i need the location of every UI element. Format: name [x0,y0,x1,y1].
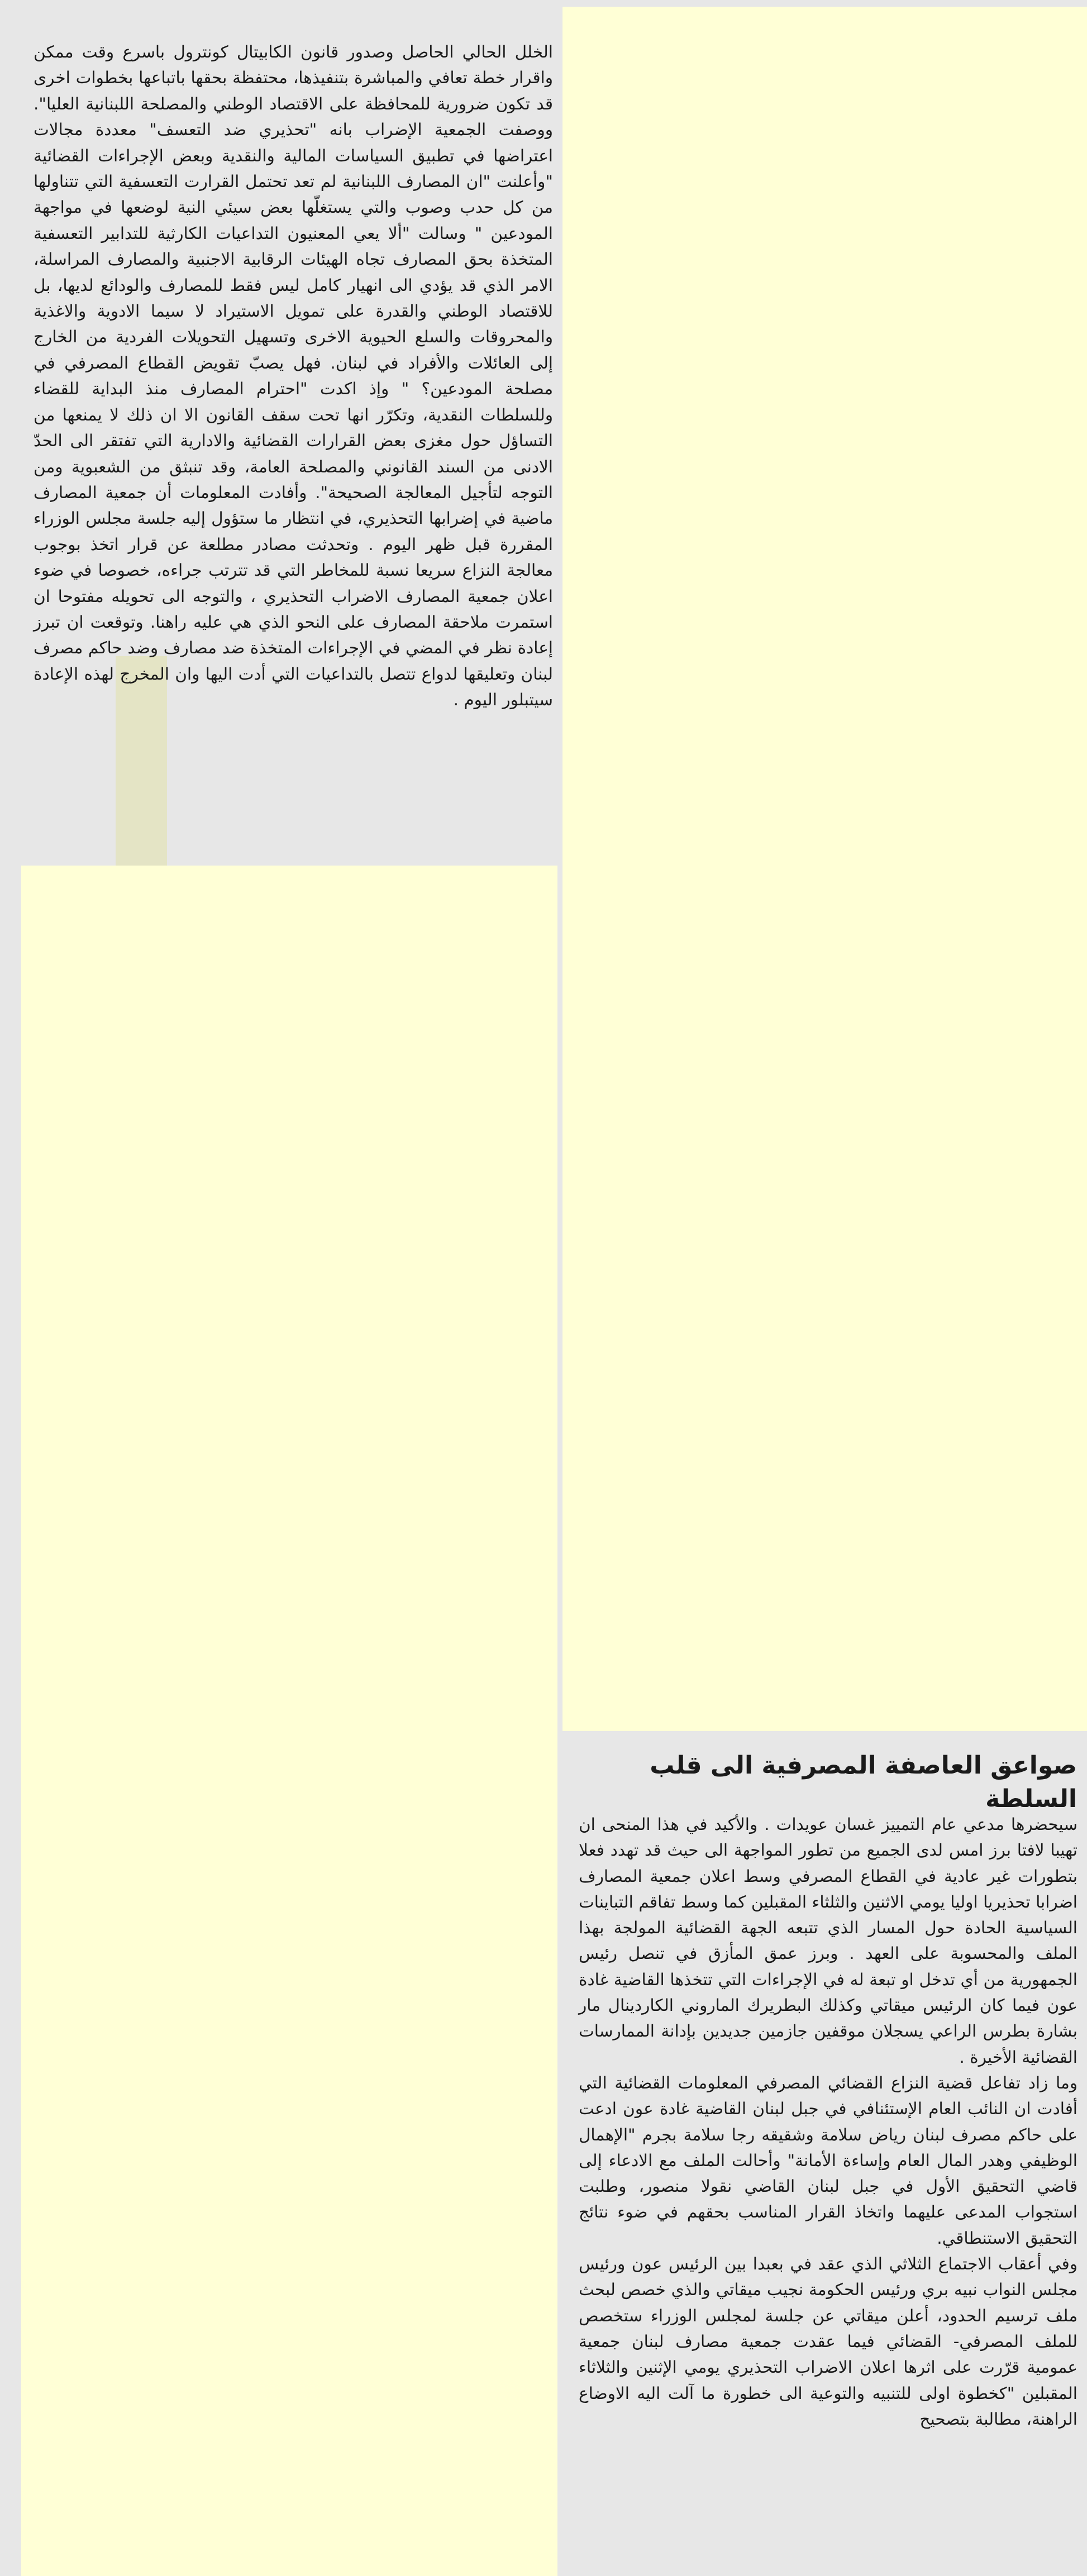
article-title: صواعق العاصفة المصرفية الى قلب السلطة [650,1751,1077,1813]
right-article-body [579,1812,1078,2432]
left-article-body [34,39,553,713]
right-column-empty-area [562,7,1087,1731]
right-article-paragraph-3: وفي أعقاب الاجتماع الثلاثي الذي عقد في بعبدا بين الرئيس عون ورئيس مجلس النواب نبيه بري ورئيس الحكومة نجيب ميقاتي والذي خصص لبحث ملف ترسيم الحدود، أعلن ميقاتي عن جلسة لمجلس الوزراء ستخصص للملف المصرفي- القضائي فيما عقدت جمعية مصارف لبنان جمعية عمومية قرّرت على اثرها اعلان الاضراب التحذيري يومي الإثنين والثلاثاء المقبلين "كخطوة اولى للتنبيه والتوعية الى خطورة ما آلت اليه الاوضاع الراهنة، مطالبة بتصحيح [579,2254,1078,2429]
left-article-paragraph: الخلل الحالي الحاصل وصدور قانون الكابيتال كونترول باسرع وقت ممكن واقرار خطة تعافي والمباشرة بتنفيذها، محتفظة بحقها باتباعها بخطوات اخرى قد تكون ضرورية للمحافظة على الاقتصاد الوطني والمصلحة اللبنانية العليا". ووصفت الجمعية الإضراب بانه "تحذيري ضد التعسف" معددة مجالات اعتراضها في تطبيق السياسات المالية والنقدية وبعض الإجراءات القضائية "وأعلنت "ان المصارف اللبنانية لم تعد تحتمل القرارت التعسفية التي تتناولها من كل حدب وصوب والتي يستغلّها بعض سيئي النية لوضعها في مواجهة المودعين " وسالت "ألا يعي المعنيون التداعيات الكارثية للتدابير التعسفية المتخذة بحق المصارف تجاه الهيئات الرقابية الاجنبية والمصارف المراسلة، الامر الذي قد يؤدي الى انهيار كامل ليس فقط للمصارف والودائع لديها، بل للاقتصاد الوطني والقدرة على تمويل الاستيراد لا سيما الادوية والاغذية والمحروقات والسلع الحيوية الاخرى وتسهيل التحويلات الفردية من الخارج إلى العائلات والأفراد في لبنان. فهل يصبّ تقويض القطاع المصرفي في مصلحة المودعين؟ " وإذ اكدت "احترام المصارف منذ البداية للقضاء وللسلطات النقدية، وتكرّر انها تحت سقف القانون الا ان ذلك لا يمنعها من التساؤل حول مغزى بعض القرارات القضائية والادارية التي تفتقر الى الحدّ الادنى من السند القانوني والمصلحة العامة، وقد تنبثق من الشعبوية ومن التوجه لتأجيل المعالجة الصحيحة". وأفادت المعلومات أن جمعية المصارف ماضية في إضرابها التحذيري، في انتظار ما ستؤول إليه جلسة مجلس الوزراء المقررة قبل ظهر اليوم . وتحدثت مصادر مطلعة عن قرار اتخذ بوجوب معالجة النزاع سريعا نسبة للمخاطر التي قد تترتب جراءه، خصوصا في ضوء اعلان جمعية المصارف الاضراب التحذيري ، والتوجه الى تحويله مفتوحا ان استمرت ملاحقة المصارف على النحو الذي هي عليه راهنا. وتوقعت ان تبرز إعادة نظر في المضي في الإجراءات المتخذة ضد مصارف وضد حاكم مصرف لبنان وتعليقها لدواع تتصل بالتداعيات التي أدت اليها وان المخرج لهذه الإعادة سيتبلور اليوم . [34,42,553,710]
right-article-paragraph-2: وما زاد تفاعل قضية النزاع القضائي المصرفي المعلومات القضائية التي أفادت ان النائب العام الإستئنافي في جبل لبنان القاضية غادة عون ادعت على حاكم مصرف لبنان رياض سلامة وشقيقه رجا سلامة بجرم "الإهمال الوظيفي وهدر المال العام وإساءة الأمانة" وأحالت الملف مع الادعاء إلى قاضي التحقيق الأول في جبل لبنان القاضي نقولا منصور، وطلبت استجواب المدعى عليهما واتخاذ القرار المناسب بحقهم في ضوء نتائج التحقيق الاستنطاقي. [579,2073,1078,2248]
right-article-paragraph-1: سيحضرها مدعي عام التمييز غسان عويدات . والأكيد في هذا المنحى ان تهيبا لافتا برز امس لدى الجميع من تطور المواجهة الى حيث قد تهدد فعلا بتطورات غير عادية في القطاع المصرفي وسط اعلان جمعية المصارف اضرابا تحذيريا اوليا يومي الاثنين والثلثاء المقبلين كما وسط تفاقم التباينات السياسية الحادة حول المسار الذي تتبعه الجهة القضائية المولجة بهذا الملف والمحسوبة على العهد . وبرز عمق المأزق في تنصل رئيس الجمهورية من أي تدخل او تبعة له في الإجراءات التي تتخذها القاضية غادة عون فيما كان الرئيس ميقاتي وكذلك البطريرك الماروني الكاردينال مار بشارة بطرس الراعي يسجلان موقفين جازمين جديدين بإدانة الممارسات القضائية الأخيرة . [579,1815,1078,2067]
left-column-empty-area [21,866,557,2576]
